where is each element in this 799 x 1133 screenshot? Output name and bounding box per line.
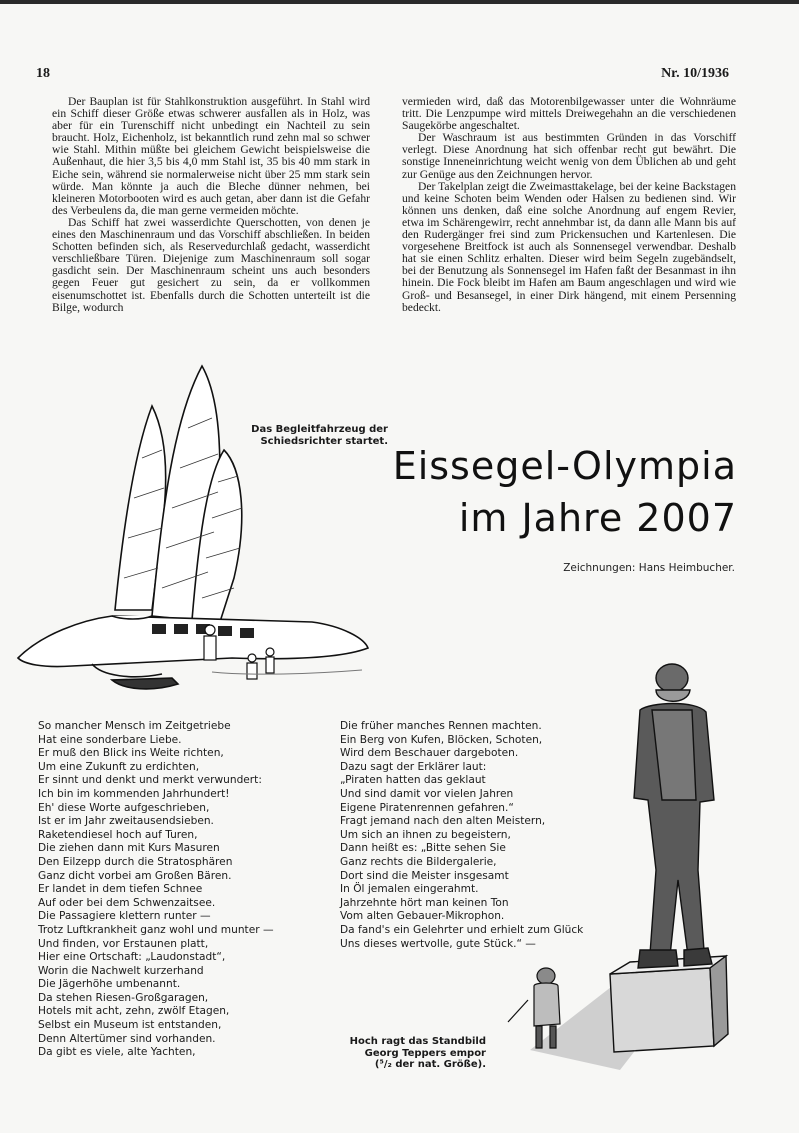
article-column-left [52,96,370,314]
statue-caption-line: (⁵/₂ der nat. Größe). [374,1059,486,1070]
poem-line: Da stehen Riesen-Großgaragen, [38,991,209,1004]
poem-line: Um eine Zukunft zu erdichten, [38,760,200,773]
poem-line: Denn Altertümer sind vorhanden. [38,1032,216,1045]
article-paragraph: Der Bauplan ist für Stahlkonstruktion ausgeführt. In Stahl wird ein Schiff dieser Größe etwas schwerer ausfallen als in Holz, was aber für ein Turenschiff nicht unbedingt ein Nachteil zu sein braucht. Holz, Eichenholz, ist bekanntlich rund zehn mal so schwer wie Stahl. Mithin müßte bei gleichem Gewicht beispielsweise die Außenhaut, die hier 3,5 bis 4,0 mm Stahl ist, 35 bis 40 mm stark in Eiche sein, während sie normalerweise nicht über 25 mm stark sein würde. Man könnte ja auch die Bleche dünner nehmen, bei kleineren Motorbooten wird es auch getan, aber dann ist die Gefahr des Verbeulens da, die man gerne vermeiden möchte. [52,95,370,217]
article-paragraph: Der Waschraum ist aus bestimmten Gründen in das Vorschiff verlegt. Diese Anordnung hat sich offenbar recht gut bewährt. Die sonstige Inneneinrichtung weicht wenig von dem Üblichen ab und geht zur Genüge aus den Zeichnungen hervor. [402,131,736,181]
poem-line: Da gibt es viele, alte Yachten, [38,1046,196,1059]
issue-number: Nr. 10/1936 [661,66,729,81]
poem-line: Um sich an ihnen zu begeistern, [340,828,511,841]
article-paragraph: Das Schiff hat zwei wasserdichte Querschotten, von denen je eines den Maschinenraum und das Vorschiff abschließen. In beiden Schotten befinden sich, als Reservedurchlaß gedacht, wasserdicht verschließbare Türen. Diejenige zum Maschinenraum soll sogar gasdicht sein. Der Maschinenraum scheint uns auch besonders gegen Feuer gut gesichert zu sein, da er vollkommen eisenumschottet ist. Ebenfalls durch die Schotten unterteilt ist die Bilge, wodurch [52,215,370,314]
illustration-credit: Zeichnungen: Hans Heimbucher. [563,562,735,574]
poem-line: Die ziehen dann mit Kurs Masuren [38,842,220,855]
poem-line: Ist er im Jahr zweitausendsieben. [38,815,214,828]
poem-line: Selbst ein Museum ist entstanden, [38,1019,222,1032]
feature-title-line2: im Jahre 2007 [458,496,737,540]
poem-line: Uns dieses wertvolle, gute Stück.“ — [340,937,536,950]
poem-line: Vom alten Gebauer-Mikrophon. [340,910,505,923]
poem-column-right [340,720,583,951]
iceboat-caption: Das Begleitfahrzeug der Schiedsrichter startet. [251,424,388,447]
poem-line: So mancher Mensch im Zeitgetriebe [38,720,231,732]
poem-line: Er landet in dem tiefen Schnee [38,883,203,896]
scan-edge [0,0,799,4]
poem-line: Ein Berg von Kufen, Blöcken, Schoten, [340,733,543,746]
iceboat-illustration [12,358,382,698]
poem-line: Worin die Nachwelt kurzerhand [38,964,204,977]
statue-caption [318,1036,486,1071]
poem-line: Dort sind die Meister insgesamt [340,869,509,882]
poem-line: Hat eine sonderbare Liebe. [38,733,182,746]
poem-line: Die früher manches Rennen machten. [340,720,542,732]
poem-line: Den Eilzepp durch die Stratosphären [38,855,233,868]
page-number: 18 [36,66,50,81]
poem-line: Hotels mit acht, zehn, zwölf Etagen, [38,1005,230,1018]
poem-line: Eigene Piratenrennen gefahren.“ [340,801,514,814]
poem-line: Und sind damit vor vielen Jahren [340,787,514,800]
poem-line: Auf oder bei dem Schwenzaitsee. [38,896,216,909]
poem-line: Raketendiesel hoch auf Turen, [38,828,198,841]
poem-line: Er sinnt und denkt und merkt verwundert: [38,774,262,787]
feature-title-line1: Eissegel-Olympia [392,444,737,488]
poem-line: Ganz dicht vorbei am Großen Bären. [38,869,232,882]
poem-line: Trotz Luftkrankheit ganz wohl und munter — [38,923,274,936]
poem-line: Er muß den Blick ins Weite richten, [38,747,224,760]
poem-line: Und finden, vor Erstaunen platt, [38,937,209,950]
poem-line: Eh' diese Worte aufgeschrieben, [38,801,210,814]
statue-caption-line: Hoch ragt das Standbild [349,1036,486,1047]
poem-line: Die Jägerhöhe umbenannt. [38,978,181,991]
poem-line: „Piraten hatten das geklaut [340,774,486,787]
article-paragraph: Der Takelplan zeigt die Zweimasttakelage, bei der keine Backstagen und keine Schoten beim Wenden oder Halsen zu bedienen sind. Wir können uns denken, daß eine solche Anordnung auf engem Revier, etwa im Schärengewirr, recht annehmbar ist, da dann alle Mann bis auf den Rudergänger frei sind zum Prickensuchen und Kartenlesen. Die vorgesehene Breitfock ist auch als Sonnensegel verwendbar. Deshalb hat sie einen Schlitz erhalten. Dieser wird beim Segeln zugebändselt, bei der Benutzung als Sonnensegel im Hafen faßt der Besanmast in ihn hinein. Die Fock bleibt im Hafen am Baum angeschlagen und wird wie Groß- und Besansegel, in einer Dirk hängend, mit einem Persenning bedeckt. [402,179,736,314]
poem-line: Hier eine Ortschaft: „Laudonstadt“, [38,951,226,964]
poem-line: Jahrzehnte hört man keinen Ton [340,896,509,909]
poem-line: Dazu sagt der Erklärer laut: [340,760,487,773]
poem-line: Dann heißt es: „Bitte sehen Sie [340,842,506,855]
poem-line: Fragt jemand nach den alten Meistern, [340,815,546,828]
statue-caption-line: Georg Teppers empor [364,1047,486,1059]
poem-line: Die Passagiere klettern runter — [38,910,211,923]
poem-line: Wird dem Beschauer dargeboten. [340,747,519,760]
poem-line: Da fand's ein Gelehrter und erhielt zum Glück [340,923,584,936]
article-paragraph: vermieden wird, daß das Motorenbilgewasser unter die Wohnräume tritt. Die Lenzpumpe wird mittels Dreiwegehahn an die verschiedenen Saugekörbe angeschaltet. [402,95,736,133]
poem-column-left [38,720,274,1060]
poem-line: Ich bin im kommenden Jahrhundert! [38,787,230,800]
poem-line: In Öl jemalen eingerahmt. [340,883,479,896]
poem-line: Ganz rechts die Bildergalerie, [340,855,497,868]
article-column-right [402,96,736,314]
